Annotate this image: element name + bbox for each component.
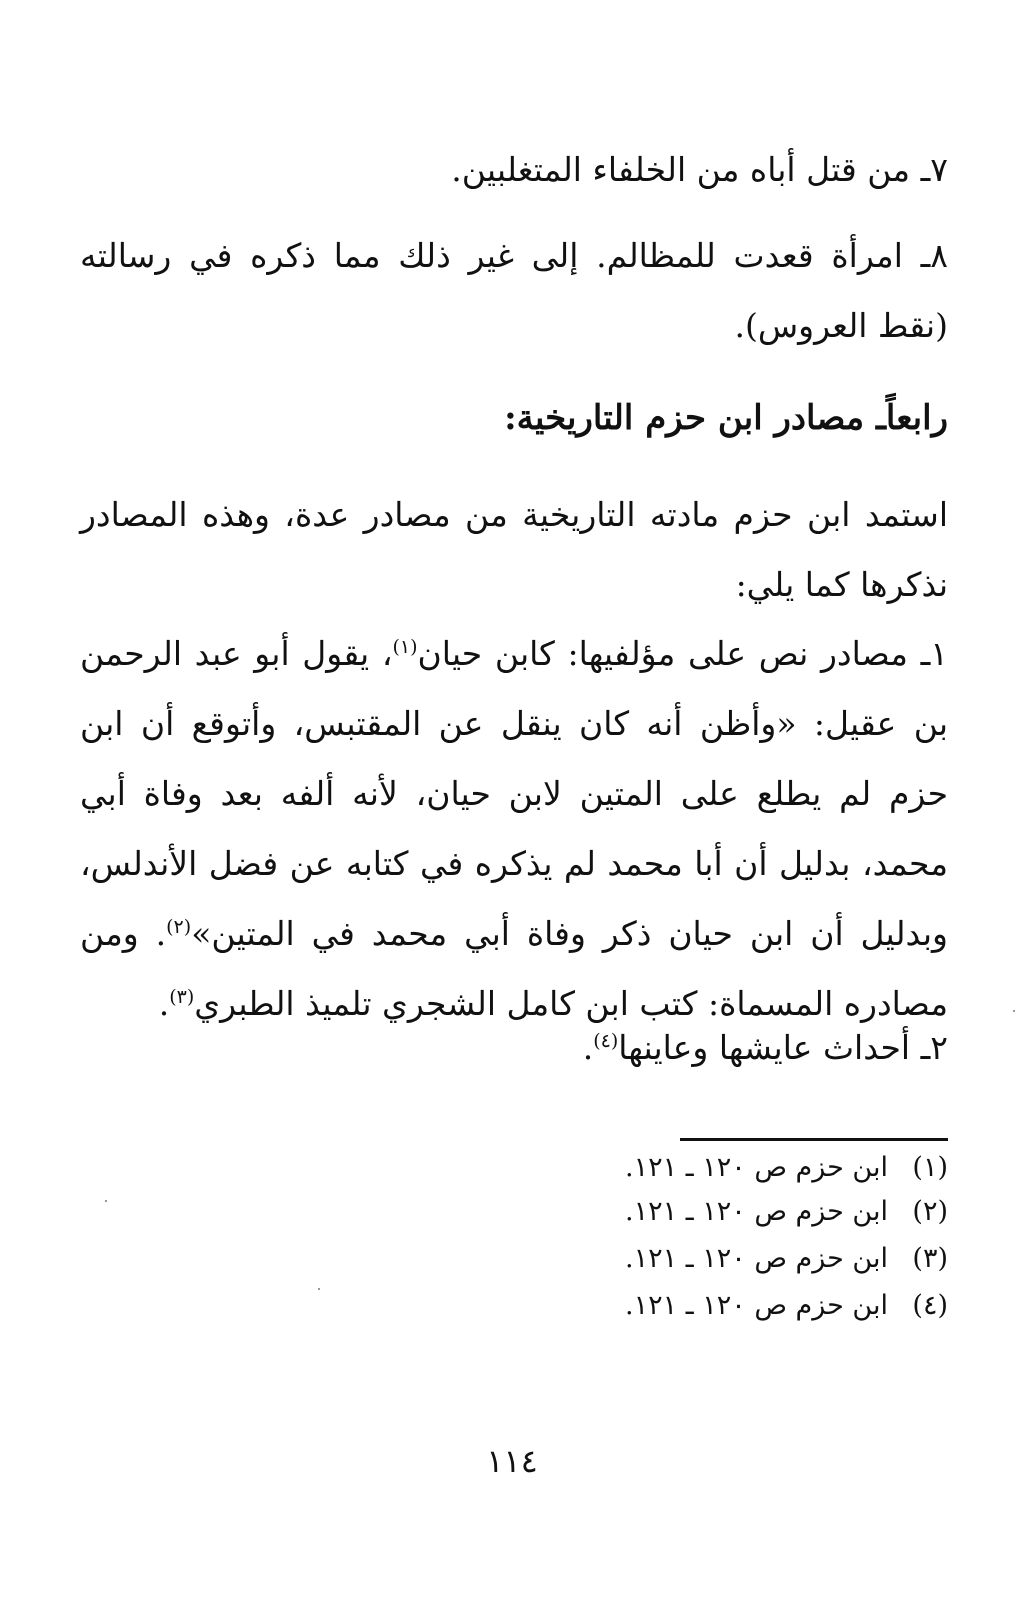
source-2-paragraph (583, 1028, 948, 1067)
source-1-paragraph (80, 619, 948, 1039)
source-2-text-a: ٢ـ أحداث عايشها وعاينها (618, 1028, 948, 1067)
footnote-1 (625, 1152, 948, 1183)
footnote-ref-1: (١) (392, 636, 418, 658)
footnote-ref-2: (٢) (166, 916, 192, 938)
footnote-number: (١) (912, 1152, 948, 1183)
footnote-separator (680, 1138, 948, 1141)
footnote-number: (٣) (912, 1243, 948, 1274)
footnote-4 (625, 1290, 948, 1321)
footnote-number: (٤) (912, 1290, 948, 1321)
intro-paragraph: استمد ابن حزم مادته التاريخية من مصادر عدة، وهذه المصادر نذكرها كما يلي: (80, 495, 948, 604)
footnote-2 (625, 1196, 948, 1227)
footnote-text: ابن حزم ص ١٢٠ ـ ١٢١. (625, 1152, 888, 1183)
footnote-number: (٢) (912, 1196, 948, 1227)
scan-speck (318, 1288, 320, 1290)
source-1-text-c: . ومن مصادره المسماة: كتب ابن كامل الشجري تلميذ الطبري (80, 914, 948, 1023)
footnote-3 (625, 1243, 948, 1274)
page-number: ١١٤ (486, 1442, 538, 1480)
footnote-text: ابن حزم ص ١٢٠ ـ ١٢١. (625, 1243, 888, 1274)
scan-speck (1013, 1010, 1015, 1012)
footnote-text: ابن حزم ص ١٢٠ ـ ١٢١. (625, 1196, 888, 1227)
source-1-text-b: ، يقول أبو عبد الرحمن بن عقيل: «وأظن أنه كان ينقل عن المقتبس، وأتوقع أن ابن حزم لم يطلع على المتين لابن حيان، لأنه ألفه بعد وفاة أبي محمد، بدليل أن أبا محمد لم يذكره في كتابه عن فضل الأندلس، وبدليل أن ابن حيان ذكر وفاة أبي محمد في المتين» (80, 634, 948, 953)
source-1-text-a: ١ـ مصادر نص على مؤلفيها: كابن حيان (417, 634, 948, 673)
footnote-text: ابن حزم ص ١٢٠ ـ ١٢١. (625, 1290, 888, 1321)
scan-speck (105, 1200, 107, 1202)
list-item-8: ٨ـ امرأة قعدت للمظالم. إلى غير ذلك مما ذكره في رسالته (نقط العروس). (80, 236, 948, 345)
footnote-ref-4: (٤) (593, 1030, 619, 1052)
section-heading: رابعاًـ مصادر ابن حزم التاريخية: (504, 398, 948, 438)
list-item-7: ٧ـ من قتل أباه من الخلفاء المتغلبين. (451, 150, 948, 189)
source-2-text-b: . (582, 1028, 594, 1067)
source-1-text-d: . (158, 984, 170, 1023)
footnote-ref-3: (٣) (169, 986, 195, 1008)
